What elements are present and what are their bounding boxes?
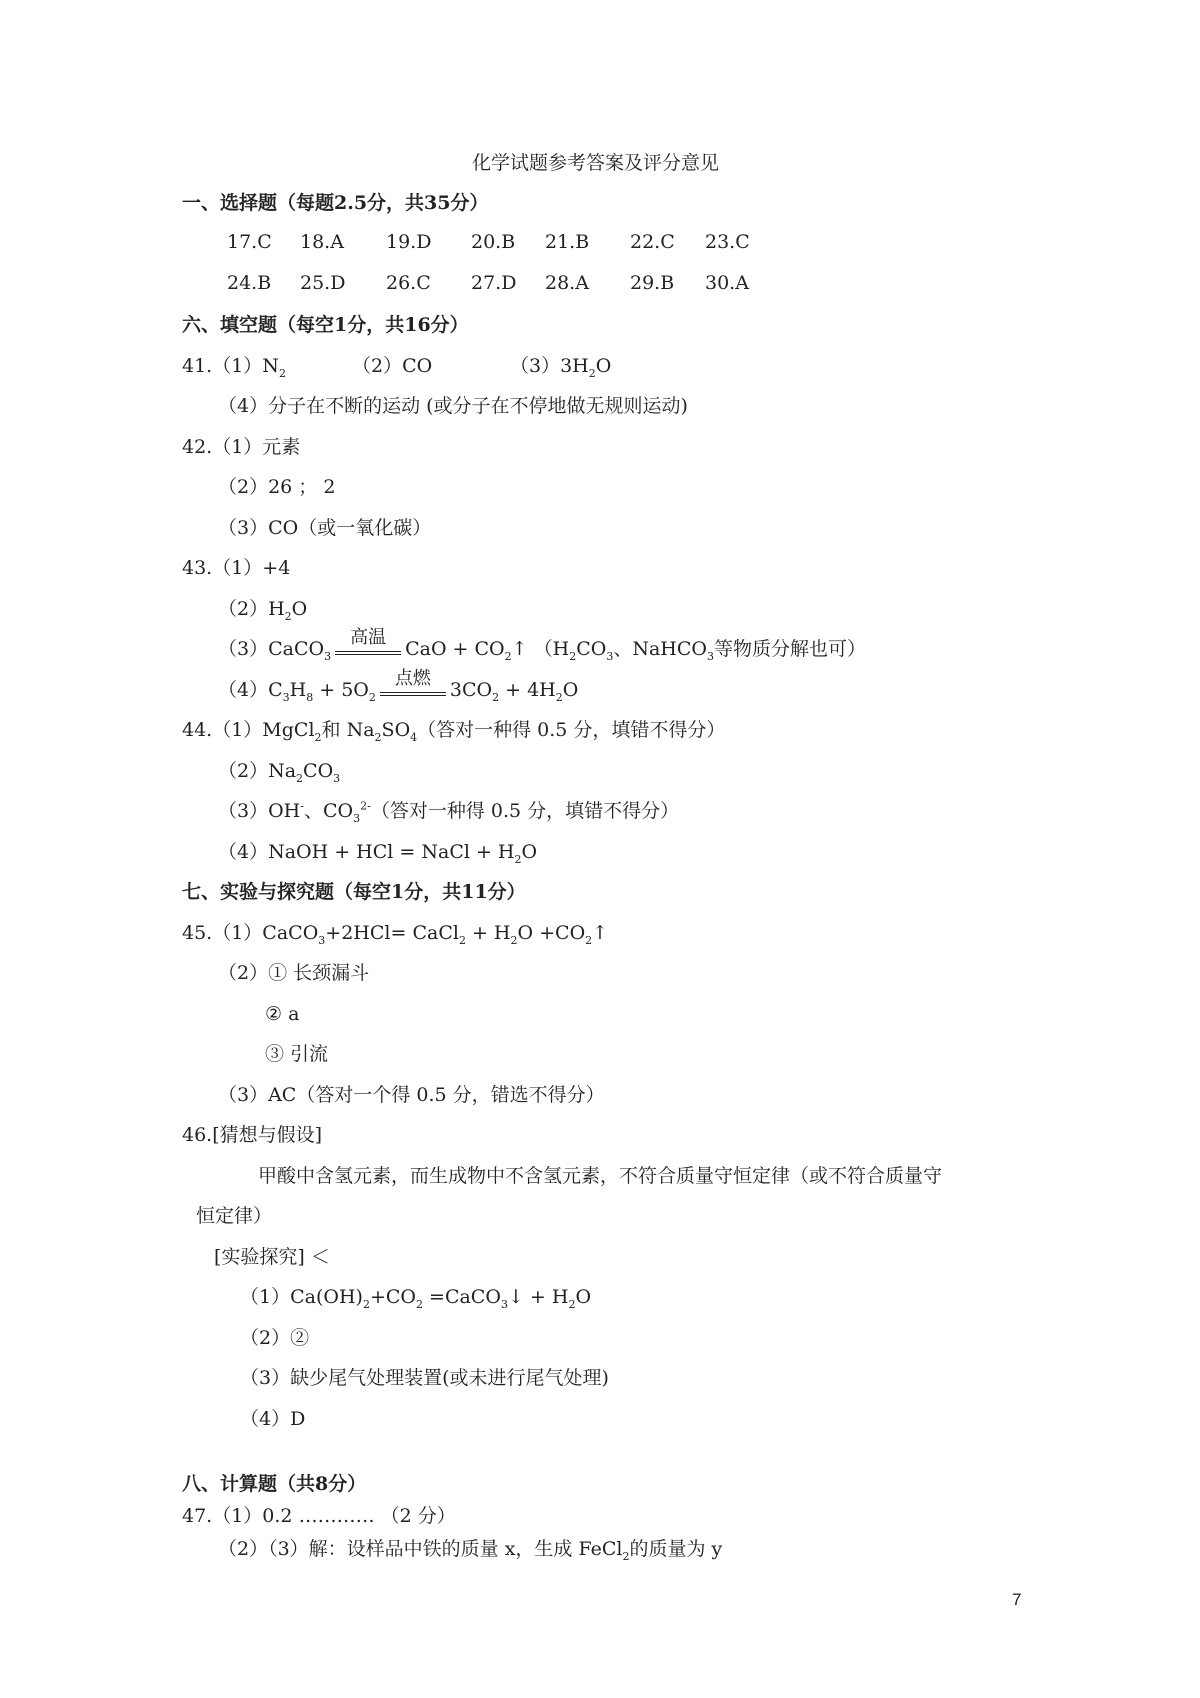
condition-bar-top xyxy=(380,692,446,693)
q45-p1 xyxy=(182,920,608,946)
q43-p1 xyxy=(182,555,290,581)
q47-p2-sub: 2 xyxy=(622,1549,630,1563)
q45-p1-sub4: 2 xyxy=(585,933,593,947)
q43-p2-a: （2）H xyxy=(218,598,285,620)
q44-p1-b: 和 Na xyxy=(321,719,375,741)
q43-p3-c-sub1: 2 xyxy=(569,649,577,663)
q43-p2-sub: 2 xyxy=(284,609,292,623)
answer-18: 18.A xyxy=(300,231,344,253)
q44-p1-sub1: 2 xyxy=(314,730,322,744)
answer-22: 22.C xyxy=(630,231,675,253)
q44-p2-sub2: 3 xyxy=(333,771,341,785)
q41-p2: （2）CO xyxy=(352,355,433,377)
q44-p1-c: SO xyxy=(381,719,411,741)
q47-p2-a: （2）（3）解：设样品中铁的质量 x，生成 FeCl xyxy=(218,1538,623,1560)
q42-p1 xyxy=(182,434,300,460)
q43-p3-b: CaO + CO xyxy=(405,638,505,660)
q43-p4-c: + 5O xyxy=(313,679,369,701)
q43-p1-text: （1）+4 xyxy=(212,557,291,579)
q46-p1-b: +CO xyxy=(369,1286,416,1308)
answer-17: 17.C xyxy=(227,231,272,253)
q46-p1-d: ↓ + H xyxy=(507,1286,569,1308)
q44-p3-sup1: - xyxy=(300,799,304,813)
section-heading-calculation: 八、计算题（共8分） xyxy=(182,1473,367,1495)
condition-bar-top xyxy=(335,651,401,652)
answer-26: 26.C xyxy=(386,272,431,294)
q45-p1-c: + H xyxy=(465,922,511,944)
q43-p2-b: O xyxy=(291,598,308,620)
q46-p1-sub3: 3 xyxy=(500,1297,508,1311)
q43-p3-sub: 3 xyxy=(324,649,332,663)
q45-p2: （2）① 长颈漏斗 xyxy=(218,962,370,984)
q41-number: 41. xyxy=(182,355,213,377)
q46-number: 46. xyxy=(182,1124,213,1146)
q44-p3-a: （3）OH xyxy=(218,800,301,822)
condition-bar-bottom xyxy=(335,654,401,655)
q46-p3: （3）缺少尾气处理装置(或未进行尾气处理) xyxy=(240,1367,609,1389)
q44-p1-sub3: 4 xyxy=(410,730,418,744)
section-heading-experiment: 七、实验与探究题（每空1分，共11分） xyxy=(182,881,526,903)
q43-p3-c-tail: 等物质分解也可） xyxy=(713,638,866,660)
page-title: 化学试题参考答案及评分意见 xyxy=(472,152,720,174)
q44-p4-a: （4）NaOH + HCl = NaCl + H xyxy=(218,841,515,863)
q46-p1-a: （1）Ca(OH) xyxy=(240,1286,363,1308)
q43-p4-sub4: 2 xyxy=(492,690,500,704)
q46-p1-e: O xyxy=(575,1286,592,1308)
answer-19: 19.D xyxy=(386,231,432,253)
q43-p4-sub3: 2 xyxy=(368,690,376,704)
section-heading-fill: 六、填空题（每空1分，共16分） xyxy=(182,314,469,336)
q42-p1-text: （1）元素 xyxy=(212,436,301,458)
answer-21: 21.B xyxy=(545,231,590,253)
q45-p1-b: +2HCl= CaCl xyxy=(325,922,459,944)
q45-p2b: ② a xyxy=(265,1003,300,1025)
q43-p4 xyxy=(218,668,579,704)
q44-p3-b: 、CO xyxy=(303,800,354,822)
reaction-condition-high-temp xyxy=(335,627,401,661)
q44-p3-c: （答对一种得 0.5 分，填错不得分） xyxy=(370,800,680,822)
q46-p1 xyxy=(240,1284,591,1310)
q41-p1: （1）N xyxy=(212,355,279,377)
q43-p4-sub5: 2 xyxy=(555,690,563,704)
answer-28: 28.A xyxy=(545,272,589,294)
q43-p4-sub2: 8 xyxy=(306,690,314,704)
answer-24: 24.B xyxy=(227,272,272,294)
q43-number: 43. xyxy=(182,557,213,579)
q44-p1-sub2: 2 xyxy=(374,730,382,744)
q44-number: 44. xyxy=(182,719,213,741)
q47-p1-text: （1）0.2 ………… （2 分） xyxy=(212,1505,456,1527)
q43-p2 xyxy=(218,596,307,622)
up-arrow: ↑ xyxy=(511,638,528,660)
q43-p4-f: O xyxy=(562,679,579,701)
q45-p1-sub2: 2 xyxy=(458,933,466,947)
q44-p1 xyxy=(182,717,725,743)
answer-25: 25.D xyxy=(300,272,346,294)
q42-p2: （2）26 ； 2 xyxy=(218,476,336,498)
q46-p1-sub4: 2 xyxy=(568,1297,576,1311)
q43-p3 xyxy=(218,627,866,663)
q44-p3 xyxy=(218,798,679,824)
answer-30: 30.A xyxy=(705,272,749,294)
q46-text-line2: 恒定律） xyxy=(196,1205,273,1227)
q41-p3 xyxy=(510,353,611,379)
up-arrow: ↑ xyxy=(592,922,609,944)
q43-p3-c: （H xyxy=(533,638,570,660)
q44-p2-sub1: 2 xyxy=(296,771,304,785)
q45-p1-d: O +CO xyxy=(517,922,586,944)
q43-p3-c-mid: CO xyxy=(576,638,607,660)
section-heading-choice: 一、选择题（每题2.5分，共35分） xyxy=(182,192,489,214)
condition-text: 高温 xyxy=(350,627,387,648)
q44-p3-sup2: 2- xyxy=(360,799,371,813)
q44-p4-sub: 2 xyxy=(514,852,522,866)
q44-p2 xyxy=(218,758,340,784)
q44-p1-d: （答对一种得 0.5 分，填错不得分） xyxy=(417,719,726,741)
q45-p1-sub3: 2 xyxy=(510,933,518,947)
q41-line1 xyxy=(182,353,286,379)
q46-p2: （2）② xyxy=(240,1327,310,1349)
q47-p2-b: 的质量为 y xyxy=(629,1538,723,1560)
q43-p4-b: H xyxy=(289,679,307,701)
q43-p3-a: （3）CaCO xyxy=(218,638,325,660)
q47-p1 xyxy=(182,1503,456,1529)
q45-p1-a: （1）CaCO xyxy=(212,922,319,944)
q41-p4: （4）分子在不断的运动 (或分子在不停地做无规则运动) xyxy=(218,395,688,417)
q46-p1-sub2: 2 xyxy=(415,1297,423,1311)
condition-bar-bottom xyxy=(380,695,446,696)
q44-p2-a: （2）Na xyxy=(218,760,297,782)
q43-p4-d: 3CO xyxy=(449,679,493,701)
q41-p3-sub: 2 xyxy=(588,366,596,380)
q47-number: 47. xyxy=(182,1505,213,1527)
q43-p3-c-sub2: 3 xyxy=(606,649,614,663)
q42-number: 42. xyxy=(182,436,213,458)
q44-p4 xyxy=(218,839,537,865)
answer-27: 27.D xyxy=(471,272,517,294)
answer-23: 23.C xyxy=(705,231,750,253)
q46-p1-c: =CaCO xyxy=(422,1286,501,1308)
q46-experiment-label: [实验探究] ＜ xyxy=(214,1246,330,1268)
q44-p3-sub: 3 xyxy=(353,811,361,825)
q46-hypothesis-label: [猜想与假设] xyxy=(212,1124,323,1146)
reaction-condition-ignite xyxy=(380,668,446,702)
q44-p4-b: O xyxy=(521,841,538,863)
q46-p1-sub1: 2 xyxy=(362,1297,370,1311)
q45-p1-sub1: 3 xyxy=(318,933,326,947)
q41-p1-sub: 2 xyxy=(278,366,286,380)
q44-p1-a: （1）MgCl xyxy=(212,719,315,741)
q47-p2 xyxy=(218,1536,722,1562)
q46-heading xyxy=(182,1122,322,1148)
q45-number: 45. xyxy=(182,922,213,944)
q45-p3: （3）AC（答对一个得 0.5 分，错选不得分） xyxy=(218,1084,605,1106)
q43-p4-a: （4）C xyxy=(218,679,283,701)
page-number: 7 xyxy=(1012,1590,1022,1609)
q46-p4: （4）D xyxy=(240,1408,306,1430)
answer-20: 20.B xyxy=(471,231,516,253)
q43-p3-b-sub: 2 xyxy=(504,649,512,663)
condition-text: 点燃 xyxy=(394,668,431,689)
q41-p3-tail: O xyxy=(595,355,612,377)
q45-p2c: ③ 引流 xyxy=(265,1043,329,1065)
q44-p2-b: CO xyxy=(303,760,334,782)
q43-p4-sub1: 3 xyxy=(282,690,290,704)
q42-p3: （3）CO（或一氧化碳） xyxy=(218,517,432,539)
q43-p3-c-sub3: 3 xyxy=(706,649,714,663)
q43-p4-e: + 4H xyxy=(499,679,556,701)
q46-text-line1: 甲酸中含氢元素，而生成物中不含氢元素，不符合质量守恒定律（或不符合质量守 xyxy=(258,1165,943,1187)
q41-p3-text: （3）3H xyxy=(510,355,589,377)
answer-29: 29.B xyxy=(630,272,675,294)
q43-p3-c-mid2: 、NaHCO xyxy=(613,638,707,660)
